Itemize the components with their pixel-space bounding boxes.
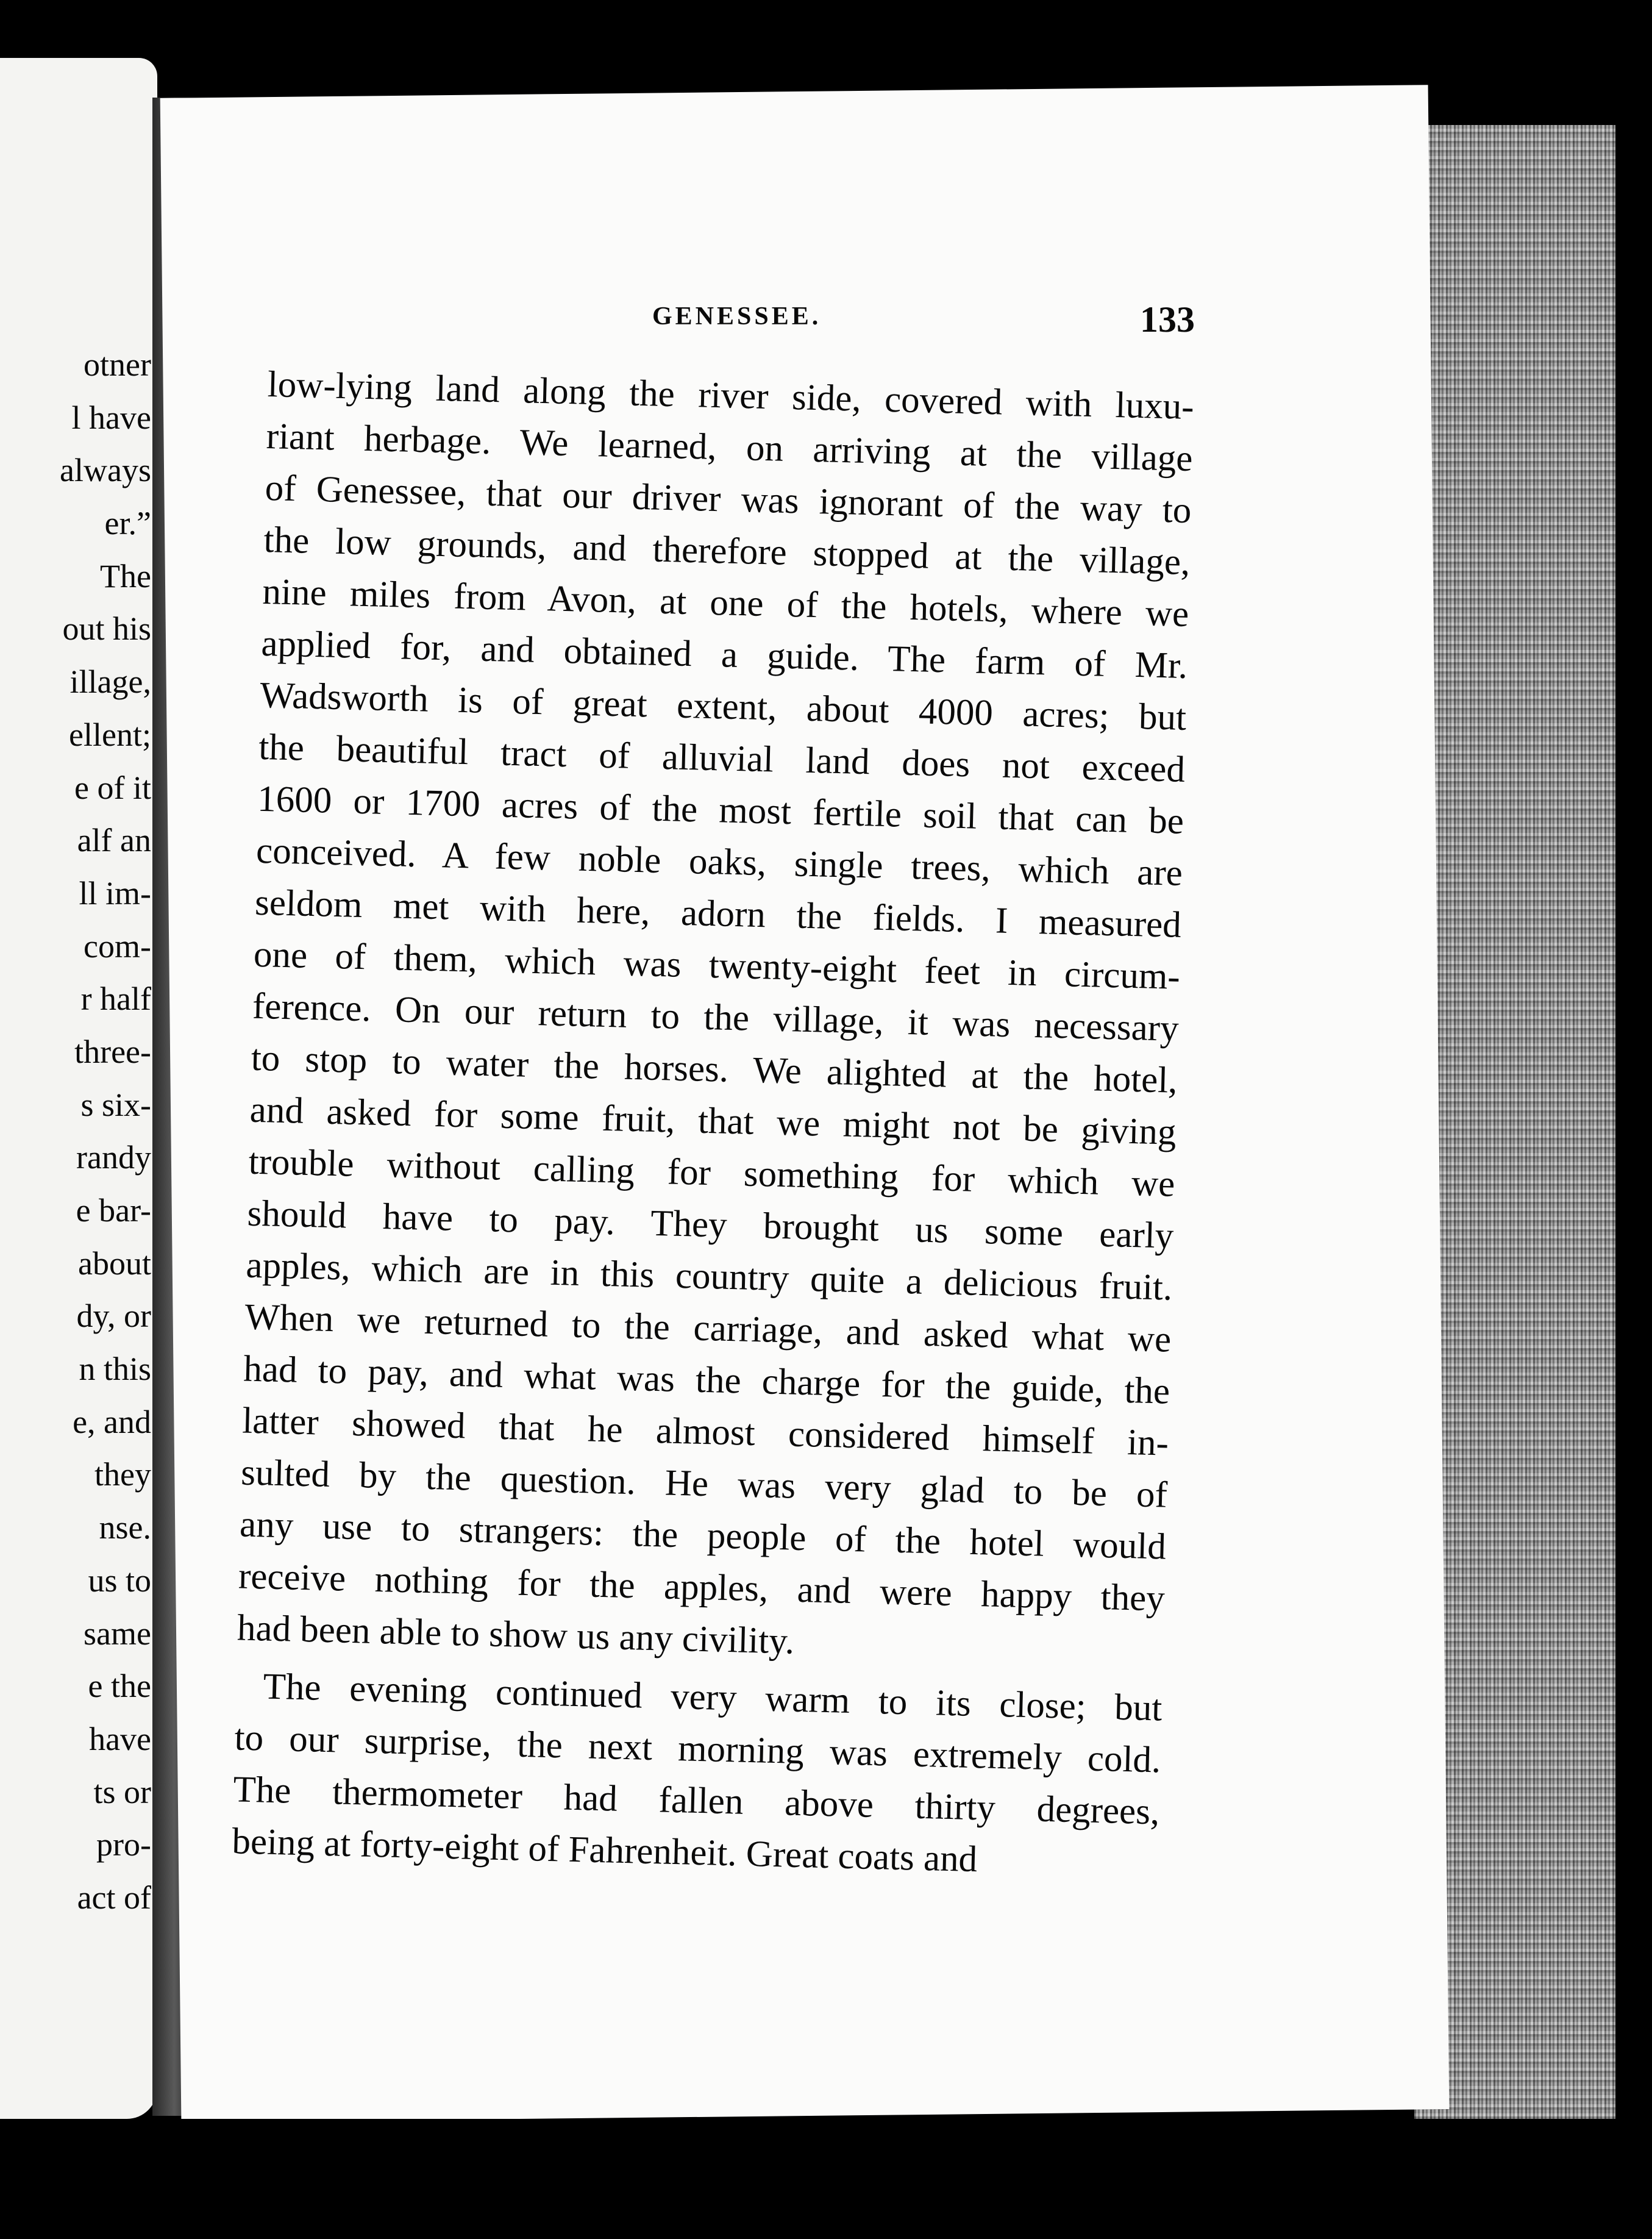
previous-page-line: e of it xyxy=(74,769,151,806)
previous-page-line: The xyxy=(100,557,151,595)
previous-page-line: r half xyxy=(80,980,151,1018)
text-line: sulted by the question. He was very glad to be of xyxy=(240,1452,1168,1516)
text-line: of Genessee, that our driver was ignorant of the way to xyxy=(264,467,1192,532)
text-line: applied for, and obtained a guide. The farm of Mr. xyxy=(260,623,1188,687)
text-line: The evening continued very warm to its close; but xyxy=(262,1666,1163,1729)
previous-page-line: s six- xyxy=(80,1086,151,1123)
previous-page-line: act of xyxy=(77,1879,151,1916)
previous-page-line: illage, xyxy=(69,663,151,701)
text-line: low-lying land along the river side, covered with luxu- xyxy=(267,363,1195,428)
text-line: ference. On our return to the village, it was necessary xyxy=(252,985,1180,1049)
previous-page-line: randy xyxy=(76,1139,151,1176)
previous-page-line: ts or xyxy=(93,1773,151,1810)
text-line: nine miles from Avon, at one of the hotels, where we xyxy=(262,571,1190,635)
previous-page-line: about xyxy=(78,1244,151,1282)
paragraph xyxy=(232,1660,1163,1890)
previous-page-line: us to xyxy=(88,1562,151,1599)
text-line: Wadsworth is of great extent, about 4000 acres; but xyxy=(259,674,1187,738)
previous-page-line: ll im- xyxy=(79,874,151,912)
text-line: 1600 or 1700 acres of the most fertile soil that can be xyxy=(257,778,1184,842)
text-line: apples, which are in this country quite a delicious fruit. xyxy=(245,1244,1173,1309)
text-line: to stop to water the horses. We alighted at the hotel, xyxy=(251,1037,1178,1101)
scan-background xyxy=(0,2119,1652,2239)
running-head: GENESSEE. xyxy=(652,302,822,330)
text-line: receive nothing for the apples, and were happy they xyxy=(238,1555,1166,1619)
previous-page-line: n this xyxy=(79,1351,151,1388)
previous-page-line: e bar- xyxy=(76,1192,151,1229)
body-text xyxy=(232,359,1195,1890)
text-line: had been able to show us any civility. xyxy=(237,1607,795,1662)
previous-page-line: dy, or xyxy=(76,1298,151,1335)
previous-page-line: three- xyxy=(74,1033,151,1070)
previous-page-line: com- xyxy=(84,927,151,965)
text-line: conceived. A few noble oaks, single trees, which are xyxy=(255,830,1183,894)
text-line: When we returned to the carriage, and asked what we xyxy=(244,1296,1172,1360)
text-line: to our surprise, the next morning was extremely cold. xyxy=(233,1717,1162,1781)
previous-page-line: er.” xyxy=(104,505,151,542)
previous-page-line: e, and xyxy=(73,1403,151,1440)
previous-page xyxy=(0,58,157,2119)
previous-page-text xyxy=(5,338,151,1924)
paragraph xyxy=(237,359,1194,1677)
previous-page-line: otner xyxy=(84,346,151,383)
previous-page-line: they xyxy=(94,1456,151,1493)
text-line: trouble without calling for something for which we xyxy=(247,1141,1176,1205)
previous-page-line: always xyxy=(60,452,151,489)
page-number: 133 xyxy=(1140,299,1195,340)
text-line: latter showed that he almost considered himself in- xyxy=(241,1400,1169,1464)
text-line: and asked for some fruit, that we might not be giving xyxy=(249,1089,1177,1153)
text-line: the beautiful tract of alluvial land does not exceed xyxy=(258,726,1186,790)
previous-page-line: ellent; xyxy=(69,716,151,753)
text-line: one of them, which was twenty-eight feet in circum- xyxy=(253,934,1181,998)
text-line: should have to pay. They brought us some early xyxy=(246,1193,1175,1257)
previous-page-line: have xyxy=(89,1720,151,1757)
text-line: any use to strangers: the people of the hotel would xyxy=(239,1504,1167,1568)
previous-page-line: pro- xyxy=(96,1826,151,1863)
previous-page-line: out his xyxy=(62,610,151,648)
previous-page-line: nse. xyxy=(99,1509,151,1546)
text-line: seldom met with here, adorn the fields. I measured xyxy=(254,882,1182,946)
text-line: being at forty-eight of Fahrenheit. Great coats and xyxy=(231,1821,978,1880)
text-line: riant herbage. We learned, on arriving at the village xyxy=(266,415,1194,480)
previous-page-line: l have xyxy=(71,399,151,436)
previous-page-line: same xyxy=(84,1615,151,1652)
previous-page-line: alf an xyxy=(77,822,151,859)
text-line: had to pay, and what was the charge for the guide, the xyxy=(243,1348,1170,1412)
text-line: the low grounds, and therefore stopped at the village, xyxy=(263,519,1191,584)
previous-page-line: e the xyxy=(88,1668,151,1705)
text-line: The thermometer had fallen above thirty degrees, xyxy=(232,1769,1161,1833)
